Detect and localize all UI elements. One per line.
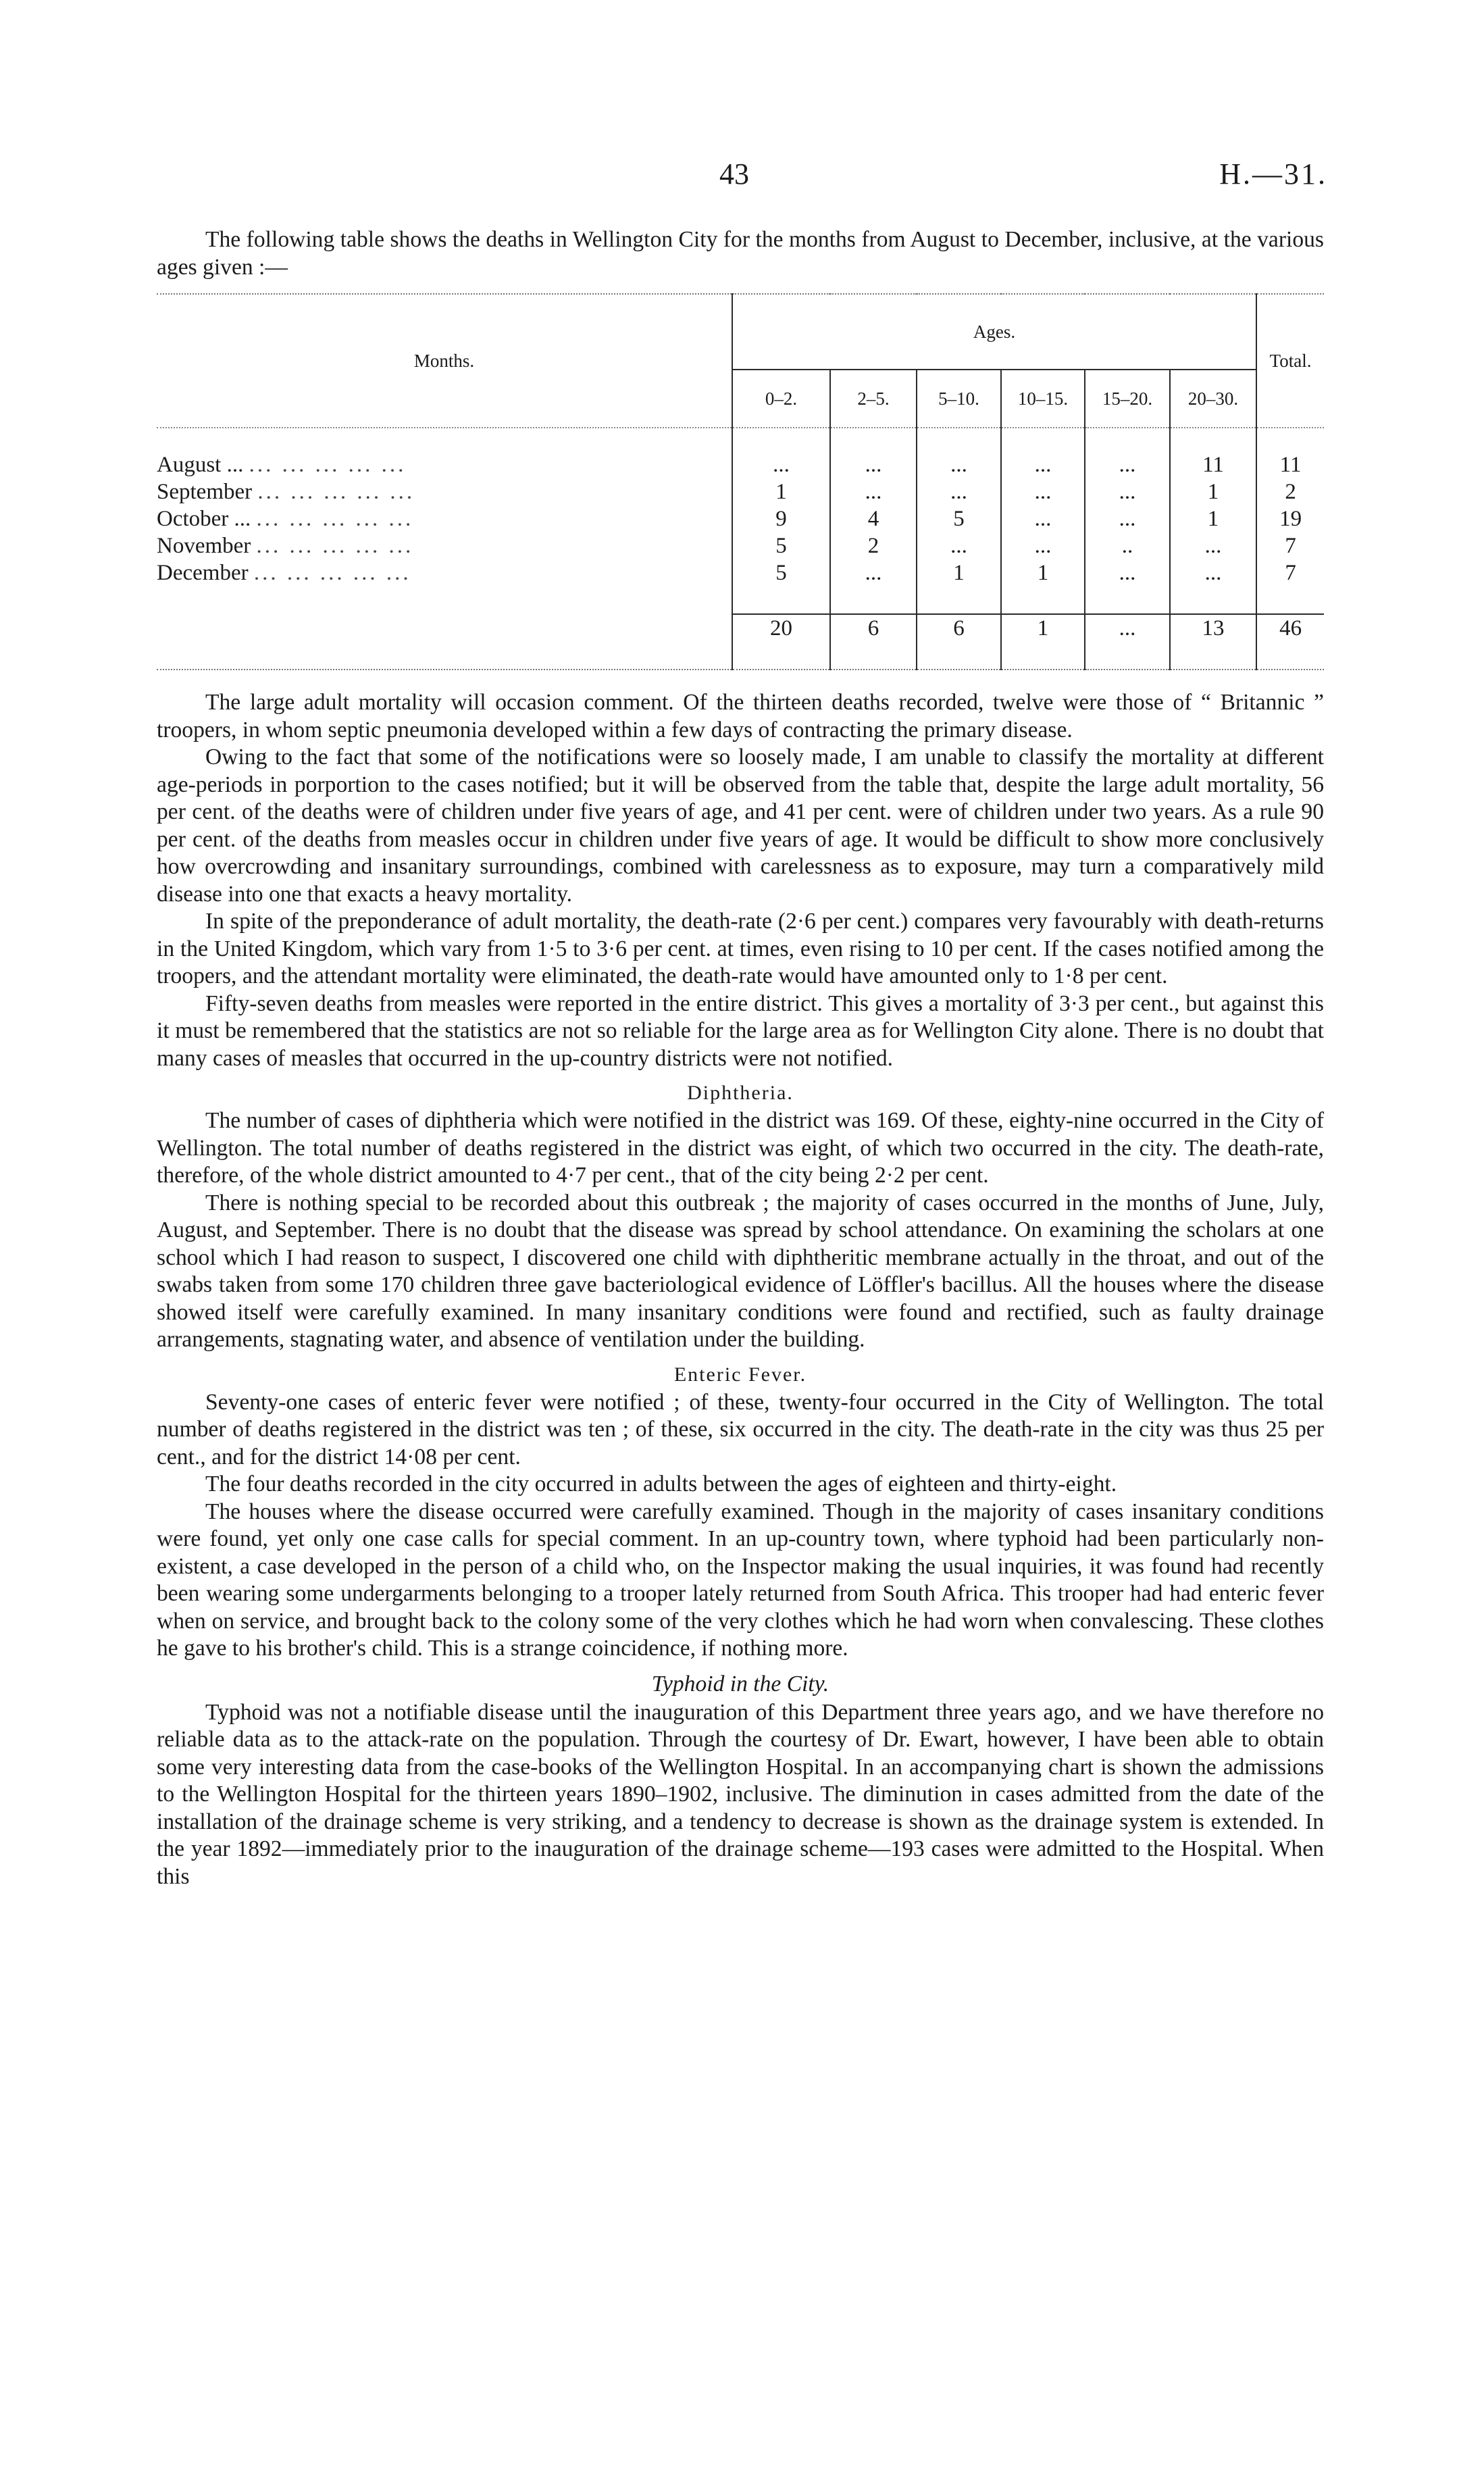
month-label: December [157, 561, 249, 585]
age-header-2-5: 2–5. [830, 370, 917, 428]
month-label: November [157, 534, 251, 558]
paragraph: The houses where the disease occurred were carefully examined. Though in the majority of cases insanitary conditions were found, yet only one case calls for special comment. In an up-country town, where typhoid had been particularly non-existent, a case developed in the person of a child who, on the Inspector making the usual inquiries, it was found had recently been wearing some undergarments belonging to a trooper lately returned from South Africa. This trooper had had enteric fever when on service, and brought back to the colony some of the very clothes which he had worn when convalescing. These clothes he gave to his brother's child. This is a strange coincidence, if nothing more. [157, 1499, 1324, 1661]
table-cell: 1 [917, 559, 1001, 586]
age-header-5-10: 5–10. [917, 370, 1001, 428]
month-cell [157, 559, 732, 586]
section-heading-enteric-fever: Enteric Fever. [673, 1363, 807, 1386]
total-cell: 6 [917, 614, 1001, 642]
table-row [157, 532, 1324, 559]
paragraph: Fifty-seven deaths from measles were reported in the entire district. This gives a mortality of 3·3 per cent., but against this it must be remembered that the statistics are not so reliable for the large area as for Wellington City alone. There is no doubt that many cases of measles that occurred in the up-country districts were not notified. [157, 990, 1324, 1071]
table-row [157, 451, 1324, 478]
table-cell: ... [830, 451, 917, 478]
table-cell: 11 [1170, 451, 1256, 478]
age-header-15-20: 15–20. [1085, 370, 1170, 428]
table-cell: 5 [732, 532, 830, 559]
deaths-by-age-table [157, 293, 1324, 670]
table-cell: ... [830, 559, 917, 586]
age-header-10-15: 10–15. [1001, 370, 1085, 428]
dot-leaders: ... ... ... ... ... [257, 480, 415, 504]
table-cell: 2 [830, 532, 917, 559]
total-cell: 13 [1170, 614, 1256, 642]
table-cell: ... [1001, 532, 1085, 559]
month-label: September [157, 480, 253, 504]
paragraph: The large adult mortality will occasion comment. Of the thirteen deaths recorded, twelve were those of “ Britannic ” troopers, in whom septic pneumonia developed within a few days of contracting the primary disease. [157, 690, 1324, 743]
total-cell: ... [1085, 614, 1170, 642]
table-cell: 1 [732, 478, 830, 505]
table-cell: ... [1085, 505, 1170, 532]
page-header [0, 157, 1484, 204]
section-heading-diphtheria: Diphtheria. [687, 1082, 794, 1104]
row-total-cell: 19 [1256, 505, 1324, 532]
paragraph: Seventy-one cases of enteric fever were notified ; of these, twenty-four occurred in the City of Wellington. The total number of deaths registered in the district was ten ; of these, six occurred in the city. The death-rate in the city was thus 25 per cent., and for the district 14·08 per cent. [157, 1389, 1324, 1469]
dot-leaders: ... ... ... ... ... [253, 561, 411, 585]
dot-leaders: ... ... ... ... ... [256, 507, 414, 531]
paragraph: The number of cases of diphtheria which were notified in the district was 169. Of these, eighty-nine occurred in the City of Wellington. The total number of deaths registered in the district was eight, of which two occurred in the city. The death-rate, therefore, of the whole district amounted to 4·7 per cent., that of the city being 2·2 per cent. [157, 1108, 1324, 1188]
paragraph: The four deaths recorded in the city occurred in adults between the ages of eighteen and thirty-eight. [205, 1471, 1117, 1496]
table-cell: 5 [732, 559, 830, 586]
table-cell: ... [1085, 451, 1170, 478]
section-subheading-typhoid-city: Typhoid in the City. [651, 1671, 829, 1696]
table-cell: ... [917, 478, 1001, 505]
deaths-table-wrapper [157, 293, 1324, 670]
table-end-spacer [157, 642, 1324, 670]
row-total-cell: 7 [1256, 532, 1324, 559]
table-row [157, 505, 1324, 532]
table-cell: 5 [917, 505, 1001, 532]
table-cell: ... [917, 451, 1001, 478]
page-body [157, 226, 1324, 1890]
month-cell [157, 532, 732, 559]
table-cell: ... [1085, 478, 1170, 505]
months-column-header: Months. [413, 351, 475, 371]
age-header-0-2: 0–2. [732, 370, 830, 428]
table-cell: .. [1085, 532, 1170, 559]
month-cell [157, 478, 732, 505]
table-cell: ... [917, 532, 1001, 559]
totals-row [157, 614, 1324, 642]
page-number: 43 [719, 157, 749, 191]
row-spacer [157, 586, 1324, 614]
ages-group-header: Ages. [732, 294, 1256, 370]
table-cell: ... [1085, 559, 1170, 586]
row-total-cell: 7 [1256, 559, 1324, 586]
table-row [157, 559, 1324, 586]
row-total-cell: 2 [1256, 478, 1324, 505]
total-cell: 20 [732, 614, 830, 642]
paragraph: In spite of the preponderance of adult mortality, the death-rate (2·6 per cent.) compares very favourably with death-returns in the United Kingdom, which vary from 1·5 to 3·6 per cent. at times, even rising to 10 per cent. If the cases notified among the troopers, and the attendant mortality were eliminated, the death-rate would have amounted only to 1·8 per cent. [157, 909, 1324, 988]
total-cell: 1 [1001, 614, 1085, 642]
month-cell [157, 505, 732, 532]
table-cell: ... [830, 478, 917, 505]
row-total-cell: 11 [1256, 451, 1324, 478]
table-cell: ... [1001, 451, 1085, 478]
table-cell: 9 [732, 505, 830, 532]
month-label: August ... [157, 453, 244, 477]
grand-total-cell: 46 [1256, 614, 1324, 642]
table-cell: 1 [1170, 505, 1256, 532]
age-header-20-30: 20–30. [1170, 370, 1256, 428]
table-intro: The following table shows the deaths in Wellington City for the months from August to December, inclusive, at the various ages given :— [157, 227, 1324, 280]
paragraph: Typhoid was not a notifiable disease until the inauguration of this Department three years ago, and we have therefore no reliable data as to the attack-rate on the population. Through the courtesy of Dr. Ewart, however, I have been able to obtain some very interesting data from the case-books of the Wellington Hospital. In an accompanying chart is shown the admissions to the Wellington Hospital for the thirteen years 1890–1902, inclusive. The diminution in cases admitted from the date of the installation of the drainage scheme is very striking, and a tendency to decrease is shown as the drainage system is extended. In the year 1892—immediately prior to the inauguration of the drainage scheme—193 cases were admitted to the Hospital. When this [157, 1699, 1324, 1889]
total-cell: 6 [830, 614, 917, 642]
document-reference: H.—31. [1219, 157, 1327, 191]
table-cell: ... [1170, 532, 1256, 559]
table-cell: ... [1001, 505, 1085, 532]
table-cell: 1 [1001, 559, 1085, 586]
month-cell [157, 451, 732, 478]
total-column-header: Total. [1256, 294, 1324, 428]
table-cell: ... [1170, 559, 1256, 586]
table-cell: 4 [830, 505, 917, 532]
paragraph: Owing to the fact that some of the notifications were so loosely made, I am unable to classify the mortality at different age-periods in porportion to the cases notified; but it will be observed from the table that, despite the large adult mortality, 56 per cent. of the deaths were of children under five years of age, and 41 per cent. were of children under two years. As a rule 90 per cent. of the deaths from measles occur in children under five years of age. It would be difficult to show more conclusively how overcrowding and insanitary surroundings, combined with carelessness as to exposure, may turn a comparatively mild disease into one that exacts a heavy mortality. [157, 745, 1324, 907]
dot-leaders: ... ... ... ... ... [256, 534, 414, 558]
table-cell: 1 [1170, 478, 1256, 505]
table-cell: ... [1001, 478, 1085, 505]
header-separator [157, 428, 1324, 451]
table-cell: ... [732, 451, 830, 478]
dot-leaders: ... ... ... ... ... [249, 453, 407, 477]
month-label: October ... [157, 507, 251, 531]
paragraph: There is nothing special to be recorded about this outbreak ; the majority of cases occurred in the months of June, July, August, and September. There is no doubt that the disease was spread by school attendance. On examining the scholars at one school which I had reason to suspect, I discovered one child with diphtheritic membrane actually in the throat, and out of the swabs taken from some 170 children three gave bacteriological evidence of Löffler's bacillus. All the houses where the disease showed itself were carefully examined. In many insanitary conditions were found and rectified, such as faulty drainage arrangements, stagnating water, and absence of ventilation under the building. [157, 1190, 1324, 1352]
table-row [157, 478, 1324, 505]
